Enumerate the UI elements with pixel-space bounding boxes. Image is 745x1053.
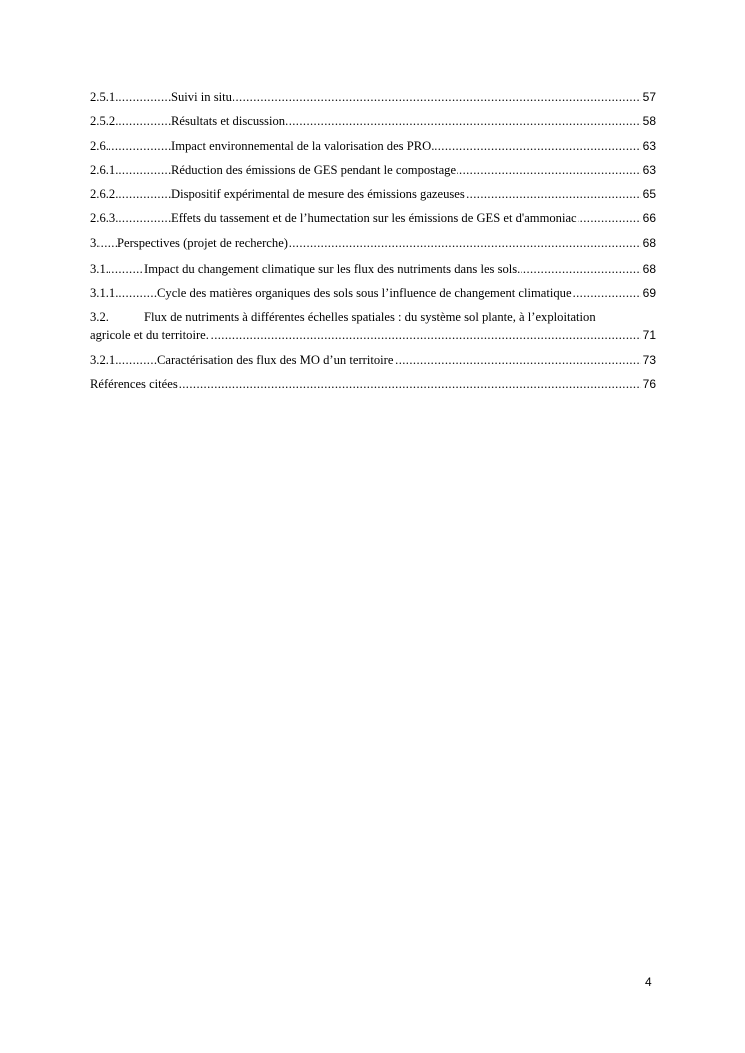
toc-entry[interactable] (90, 88, 656, 106)
table-of-contents (90, 88, 656, 399)
toc-entry-title: Impact environnemental de la valorisation des PRO. (171, 138, 435, 153)
toc-entry-page: 73 (642, 352, 656, 367)
toc-entry-number: 3.2. (90, 310, 109, 325)
toc-entry-title: Réduction des émissions de GES pendant le compostage (171, 162, 457, 177)
toc-entry-page: 69 (642, 286, 656, 301)
toc-entry-title: Résultats et discussion (171, 114, 286, 129)
toc-entry-title: Cycle des matières organiques des sols sous l’influence de changement climatique (157, 286, 572, 301)
toc-entry[interactable] (90, 234, 656, 252)
toc-entry-page: 57 (642, 90, 656, 104)
toc-entry-number: 3.2.1. (90, 352, 119, 367)
toc-entry-title: Impact du changement climatique sur les flux des nutriments dans les sols. (144, 261, 521, 276)
toc-entry-title: Effets du tassement et de l’humectation sur les émissions de GES et d'ammoniac (171, 211, 577, 226)
toc-entry-number: 2.6.3. (90, 211, 119, 226)
toc-entry-title: Perspectives (projet de recherche) (117, 235, 288, 250)
toc-entry-number: 2.5.1. (90, 90, 119, 104)
toc-entry[interactable] (90, 375, 656, 393)
toc-entry-number: 3.1. (90, 261, 109, 276)
toc-entry-title: Suivi in situ (171, 90, 232, 104)
toc-entry-title-continued: agricole et du territoire. (90, 328, 209, 343)
toc-entry-page: 65 (642, 187, 656, 202)
toc-entry-page: 76 (642, 376, 656, 391)
toc-entry-number: 2.6.2. (90, 187, 119, 202)
toc-entry[interactable] (90, 161, 656, 179)
toc-entry-title: Dispositif expérimental de mesure des émissions gazeuses (171, 187, 465, 202)
toc-entry-number: 3. (90, 235, 100, 250)
toc-entry[interactable] (90, 260, 656, 278)
toc-entry-page: 63 (642, 138, 656, 153)
toc-entry[interactable] (90, 137, 656, 155)
toc-entry-number: 2.5.2. (90, 114, 119, 129)
toc-entry-number: 2.6. (90, 138, 109, 153)
toc-entry-page: 66 (642, 211, 656, 226)
toc-entry-title: Caractérisation des flux des MO d’un territoire (157, 352, 394, 367)
toc-entry-title: Flux de nutriments à différentes échelles spatiales : du système sol plante, à l’exploitation (144, 310, 596, 325)
toc-entry[interactable] (90, 351, 656, 369)
toc-entry-page: 68 (642, 235, 656, 250)
toc-entry-page: 68 (642, 261, 656, 276)
toc-entry-number: 2.6.1. (90, 162, 119, 177)
toc-entry[interactable] (90, 185, 656, 203)
page-number: 4 (645, 975, 652, 989)
toc-entry-page: 58 (642, 114, 656, 129)
toc-entry[interactable] (90, 209, 656, 227)
toc-entry-title: Références citées (90, 376, 178, 391)
toc-entry-page: 63 (642, 162, 656, 177)
toc-entry[interactable] (90, 308, 656, 344)
toc-entry[interactable] (90, 284, 656, 302)
toc-entry-number: 3.1.1. (90, 286, 119, 301)
toc-entry[interactable] (90, 112, 656, 130)
toc-entry-page: 71 (642, 328, 656, 343)
